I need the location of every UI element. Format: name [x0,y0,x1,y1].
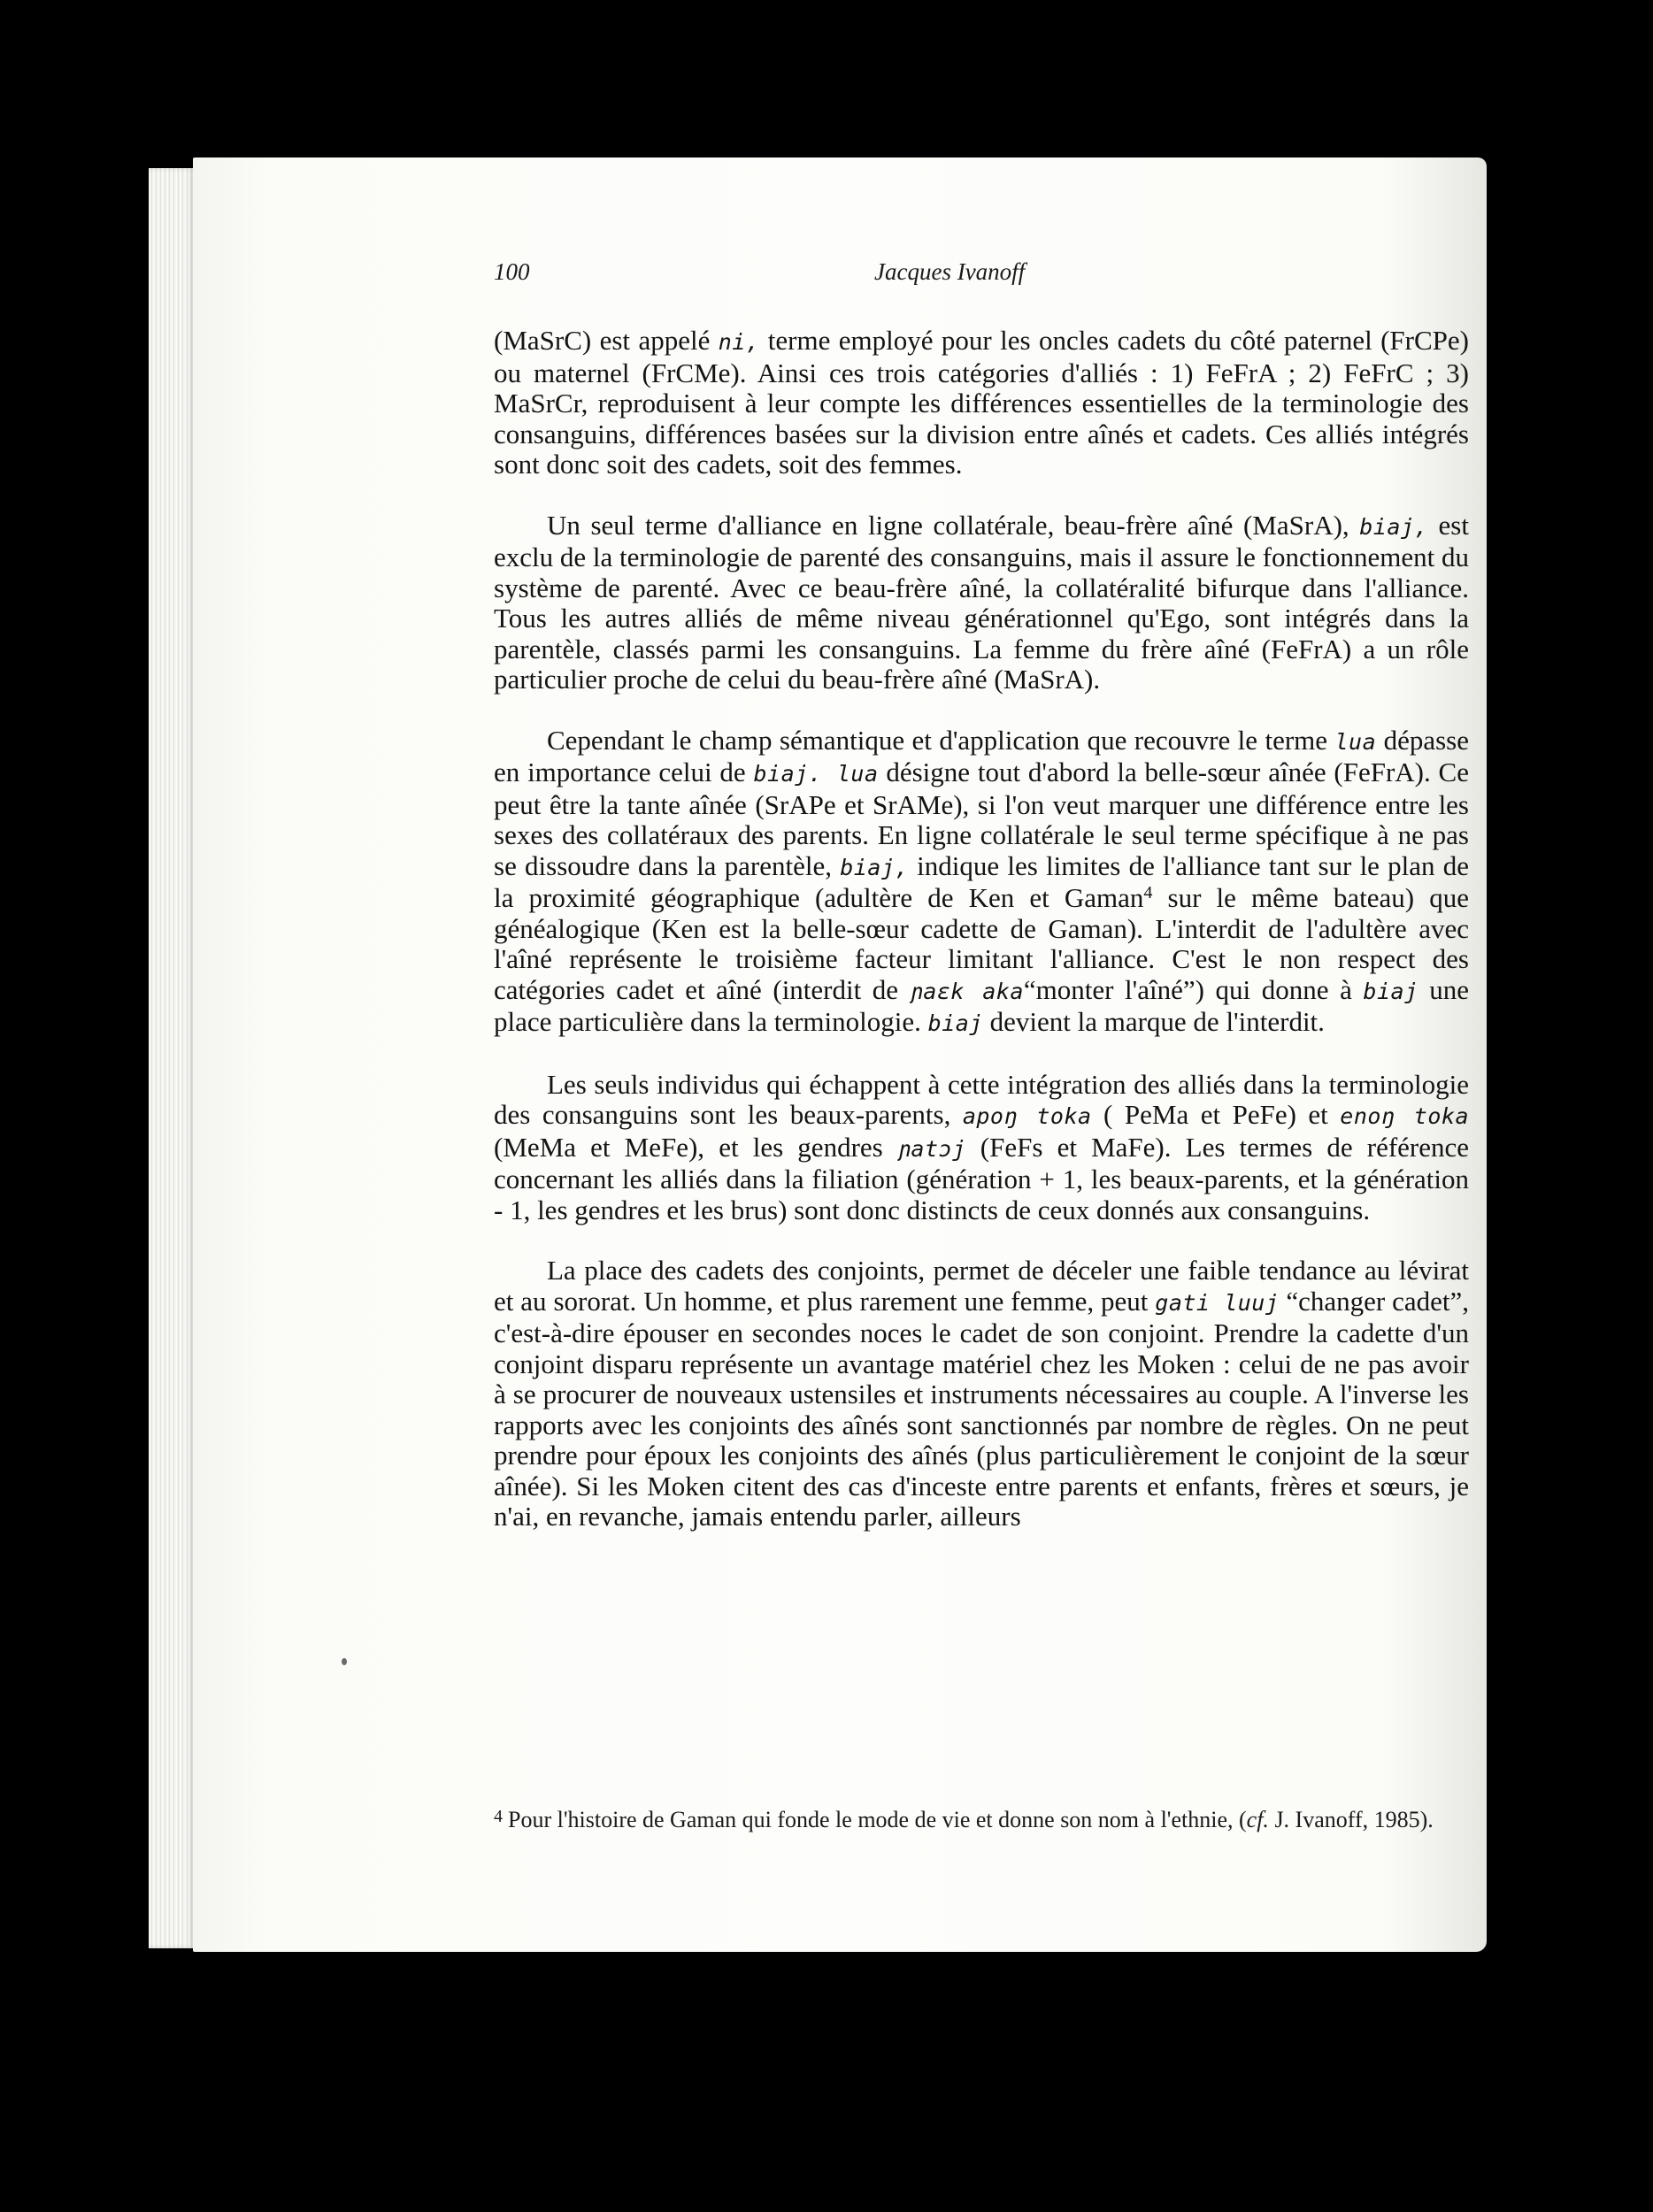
dust-speck [342,1658,347,1665]
vernacular-term: biaj. lua [753,761,879,787]
vernacular-term: apoŋ toka [962,1103,1092,1129]
footnote-reference: 4 [1143,883,1153,902]
paragraph-4: Les seuls individus qui échappent à cette intégration des alliés dans la terminologie des consanguins sont les beaux-parents, apoŋ toka ( PeMa et PeFe) et enoŋ toka (MeMa et MeFe), et les gendres ɲatɔj (FeFs et MaFe). Les termes de référence concernant les alliés dans la filiation (génération + 1, les beaux-parents, et la génération - 1, les gendres et les brus) sont donc distincts de ceux donnés aux consanguins. [494,1068,1470,1225]
vernacular-term: lua [1334,728,1377,755]
vernacular-term: ni, [718,329,760,355]
vernacular-term: gati luuj [1155,1289,1280,1316]
vernacular-term: biaj, [1359,513,1428,540]
running-header-author: Jacques Ivanoff [874,258,1026,285]
page-edge-stack [149,168,195,1948]
page-number: 100 [494,258,530,285]
footnote-cf: cf. [1246,1807,1269,1832]
vernacular-term: ɲatɔj [896,1135,966,1162]
body-text [494,326,1469,1563]
vernacular-term: enoŋ toka [1340,1103,1469,1129]
vernacular-term: biaj, [840,854,909,880]
vernacular-term: biaj [1363,978,1419,1004]
paragraph-2: Un seul terme d'alliance en ligne collatérale, beau-frère aîné (MaSrA), biaj, est exclu de la terminologie de parenté des consanguins, mais il assure le fonctionnement du système de parenté. Avec ce beau-frère aîné, la collatéralité bifurque dans l'alliance. Tous les autres alliés de même niveau générationnel qu'Ego, sont intégrés dans la parentèle, classés parmi les consanguins. La femme du frère aîné (FeFrA) a un rôle particulier proche de celui du beau-frère aîné (MaSrA). [494,509,1469,695]
paragraph-3: Cependant le champ sémantique et d'application que recouvre le terme lua dépasse en importance celui de biaj. lua désigne tout d'abord la belle-sœur aînée (FeFrA). Ce peut être la tante aînée (SrAPe et SrAMe), si l'on veut marquer une différence entre les sexes des collatéraux des parents. En ligne collatérale le seul terme spécifique à ne pas se dissoudre dans la parentèle, biaj, indique les limites de l'alliance tant sur le plan de la proximité géographique (adultère de Ken et Gaman$^4$ sur le même bateau) que généalogique (Ken est la belle-sœur cadette de Gaman). L'interdit de l'adultère avec l'aîné représente le troisième facteur limitant l'alliance. C'est le non respect des catégories cadet et aîné (interdit de ɲaɛk aka“monter l'aîné”) qui donne à biaj une place particulière dans la terminologie. biaj devient la marque de l'interdit. [494,724,1470,1037]
footnote: $^4$ Pour l'histoire de Gaman qui fonde le mode de vie et donne son nom à l'ethnie, (cf. J. Ivanoff, 1985). [494,1807,1434,1832]
vernacular-term: ɲaɛk aka [909,978,1024,1004]
paragraph-5: La place des cadets des conjoints, permet de déceler une faible tendance au lévirat et au sororat. Un homme, et plus rarement une femme, peut gati luuj “changer cadet”, c'est-à-dire épouser en secondes noces le cadet de son conjoint. Prendre la cadette d'un conjoint disparu représente un avantage matériel chez les Moken : celui de ne pas avoir à se procurer de nouveaux ustensiles et instruments nécessaires au couple. A l'inverse les rapports avec les conjoints des aînés sont sanctionnés par nombre de règles. On ne peut prendre pour époux les conjoints des aînés (plus particulièrement le conjoint de la sœur aînée). Si les Moken citent des cas d'inceste entre parents et enfants, frères et sœurs, je n'ai, en revanche, jamais entendu parler, ailleurs [494,1255,1469,1532]
footnote-number: 4 [494,1807,503,1826]
vernacular-term: biaj [927,1010,983,1036]
paragraph-1: (MaSrC) est appelé ni, terme employé pour les oncles cadets du côté paternel (FrCPe) ou maternel (FrCMe). Ainsi ces trois catégories d'alliés : 1) FeFrA ; 2) FeFrC ; 3) MaSrCr, reproduisent à leur compte les différences essentielles de la terminologie des consanguins, différences basées sur la division entre aînés et cadets. Ces alliés intégrés sont donc soit des cadets, soit des femmes. [494,325,1469,480]
